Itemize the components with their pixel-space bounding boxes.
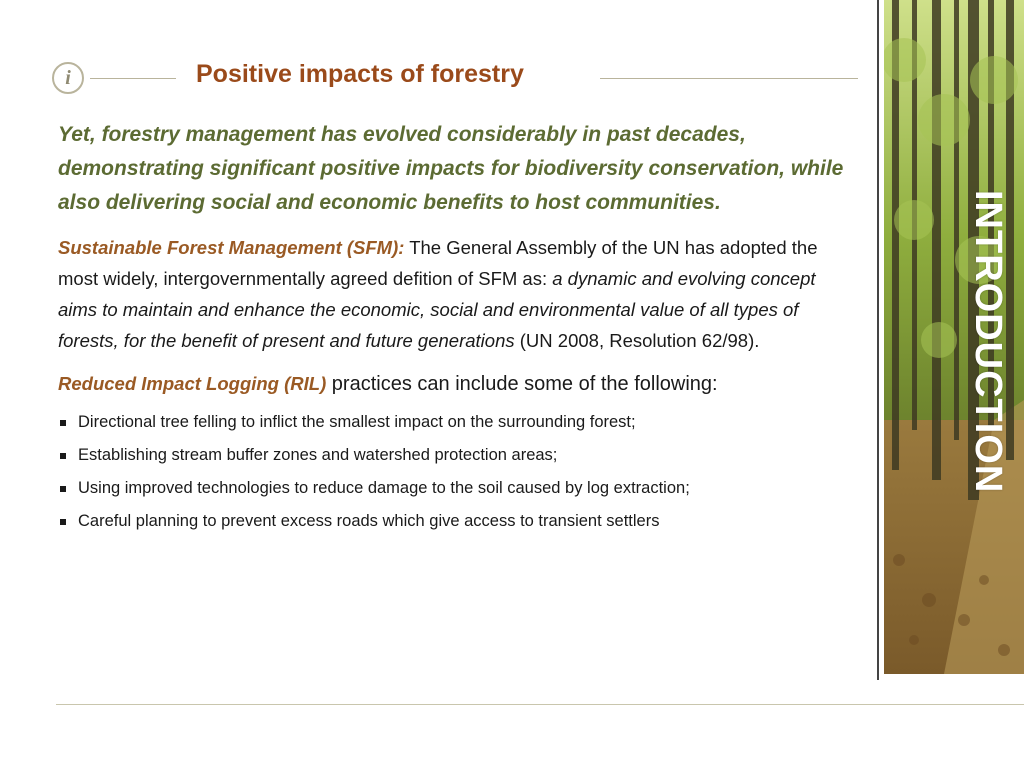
side-divider — [877, 0, 879, 680]
ril-text: practices can include some of the following: — [326, 373, 718, 395]
slide-content — [58, 118, 858, 538]
slide-header — [52, 56, 858, 100]
list-item — [58, 406, 858, 439]
list-item-text: Directional tree felling to inflict the smallest impact on the surrounding forest; — [78, 413, 636, 431]
list-item-text: Establishing stream buffer zones and watershed protection areas; — [78, 446, 558, 464]
square-bullet-icon — [60, 519, 66, 525]
list-item-text: Careful planning to prevent excess roads which give access to transient settlers — [78, 512, 660, 530]
slide-title: Positive impacts of forestry — [196, 60, 524, 88]
square-bullet-icon — [60, 420, 66, 426]
list-item — [58, 505, 858, 538]
header-rule-right — [600, 78, 858, 79]
square-bullet-icon — [60, 486, 66, 492]
sfm-label: Sustainable Forest Management (SFM): — [58, 237, 405, 258]
sfm-citation: (UN 2008, Resolution 62/98). — [514, 330, 760, 351]
ril-practices-list — [58, 406, 858, 538]
lead-paragraph: Yet, forestry management has evolved considerably in past decades, demonstrating significant positive impacts for biodiversity conservation, while also delivering social and economic benefits to host communities. — [58, 123, 844, 214]
info-icon: i — [52, 62, 84, 94]
sfm-paragraph — [58, 232, 838, 356]
list-item — [58, 472, 858, 505]
sfm-definition: a dynamic and evolving concept aims to maintain and enhance the economic, social and environmental value of all types of forests, for the benefit of present and future generations — [58, 268, 816, 351]
ril-label: Reduced Impact Logging (RIL) — [58, 373, 327, 394]
section-label-text: INTRODUCTION — [967, 190, 1009, 494]
square-bullet-icon — [60, 453, 66, 459]
footer-rule — [56, 704, 1024, 705]
list-item — [58, 439, 858, 472]
ril-paragraph — [58, 370, 858, 398]
header-rule-left — [90, 78, 176, 79]
list-item-text: Using improved technologies to reduce damage to the soil caused by log extraction; — [78, 479, 690, 497]
sfm-text: The General Assembly of the UN has adopted the most widely, intergovernmentally agreed defition of SFM as: — [58, 237, 818, 289]
section-label — [957, 190, 1019, 530]
